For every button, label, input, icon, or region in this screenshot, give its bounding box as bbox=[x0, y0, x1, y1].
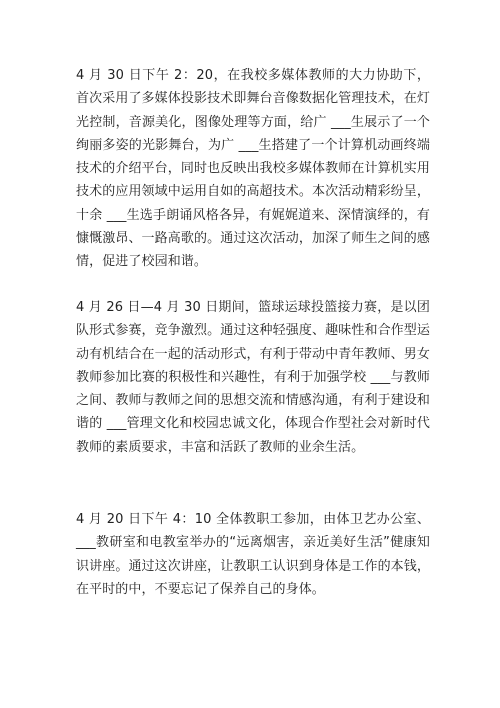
paragraph-basketball-relay: 4 月 26 日—4 月 30 日期间，篮球运球投篮接力赛，是以团队形式参赛，竞争激烈。通过这种轻强度、趣味性和合作型运动有机结合在一起的活动形式，有利于带动中青年教师、男女教师参加比赛的积极性和兴趣性，有利于加强学校 ___与教师之间、教师与教师之间的思想交流和情感沟通，有利于建设和谐的 ___管理文化和校园忠诚文化，体现合作型社会对新时代教师的素质要求，丰富和活跃了教师的业余生活。 bbox=[76, 300, 430, 455]
paragraph-health-lecture: 4 月 20 日下午 4：10 全体教职工参加，由体卫艺办公室、 ___教研室和电教室举办的“远离烟害，亲近美好生活”健康知识讲座。通过这次讲座，让教职工认识到身体是工作的本钱，在平时的中，不要忘记了保养自己的身体。 bbox=[76, 512, 430, 597]
paragraph-open-day-performance: 4 月 30 日下午 2：20，在我校多媒体教师的大力协助下，首次采用了多媒体投影技术即舞台音像数据化管理技术，在灯光控制，音源美化，图像处理等方面，给广 ___生展示了一个绚丽多姿的光影舞台，为广 ___生搭建了一个计算机动画终端技术的介绍平台，同时也反映出我校多媒体教师在计算机实用技术的应用领域中运用自如的高超技术。本次活动精彩纷呈，十余 ___生选手朗诵风格各异，有娓娓道来、深情演绎的，有慷慨激昂、一路高歌的。通过这次活动，加深了师生之间的感情，促进了校园和谐。 bbox=[76, 68, 430, 270]
